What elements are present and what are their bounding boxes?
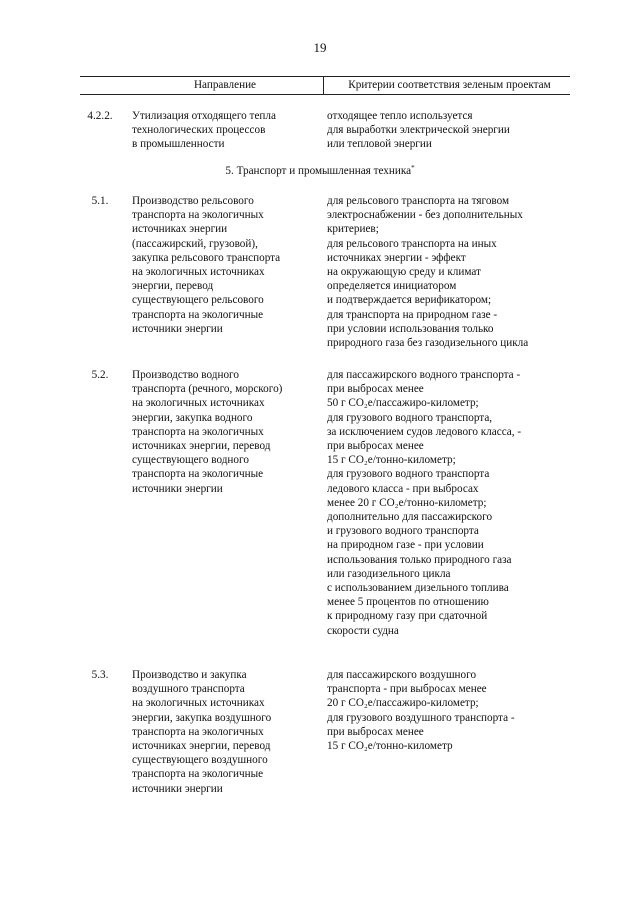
row-5-1-direction: Производство рельсового транспорта на экологичных источниках энергии (пассажирский, грузовой), закупка рельсового транспорта на экологичных источниках энергии, перевод существующего рельсового транспорта на экологичные источники энергии [132,195,281,335]
header-top-rule [80,76,570,77]
row-4-2-2-criteria: отходящее тепло используется для выработки электрической энергии или тепловой энергии [327,110,510,151]
row-4-2-2-number: 4.2.2. [87,110,113,122]
header-direction: Направление [193,79,257,91]
row-4-2-2-direction: Утилизация отходящего тепла технологических процессов в промышленности [132,110,276,151]
section-5-footnote-mark: * [411,164,415,172]
section-5-title: 5. Транспорт и промышленная техника [225,165,412,177]
row-5-2-number: 5.2. [91,369,109,381]
row-5-3-direction: Производство и закупка воздушного транспорта на экологичных источниках энергии, закупка воздушного транспорта на экологичных источниках энергии, перевод существующего воздушного транспорта на экологичные источники энергии [132,669,272,795]
row-5-2-criteria: для пассажирского водного транспорта - при выбросах менее 50 г CO₂e/пассажиро-километр; для грузового водного транспорта, за исключением судов ледового класса, - при выбросах менее 15 г CO₂e/тонно-километр; для грузового водного транспорта ледового класса - при выбросах менее 20 г CO₂e/тонно-километр; дополнительно для пассажирского и грузового водного транспорта на природном газе - при условии использования только природного газа или газодизельного цикла с использованием дизельного топлива менее 5 процентов по отношению к природному газу при сдаточной скорости судна [327,369,522,637]
row-5-1-criteria: для рельсового транспорта на тяговом электроснабжении - без дополнительных критериев; для рельсового транспорта на иных источниках энергии - эффект на окружающую среду и климат определяется инициатором и подтверждается верификатором; для транспорта на природном газе - при условии использования только природного газа без газодизельного цикла [327,195,529,350]
header-criteria: Критерии соответствия зеленым проектам [348,79,551,91]
header-bottom-rule [80,94,570,95]
row-5-3-number: 5.3. [91,669,109,681]
page-number: 19 [313,40,327,55]
section-5-heading [0,164,640,178]
row-5-2-direction: Производство водного транспорта (речного, морского) на экологичных источниках энергии, закупка водного транспорта на экологичных источниках энергии, перевод существующего водного транспорта на экологичные источники энергии [132,369,283,495]
header-column-separator [323,76,324,94]
row-5-1-number: 5.1. [91,195,109,207]
row-5-3-criteria: для пассажирского воздушного транспорта - при выбросах менее 20 г CO₂e/пассажиро-километр; для грузового воздушного транспорта - при выбросах менее 15 г CO₂e/тонно-километр [327,669,515,753]
